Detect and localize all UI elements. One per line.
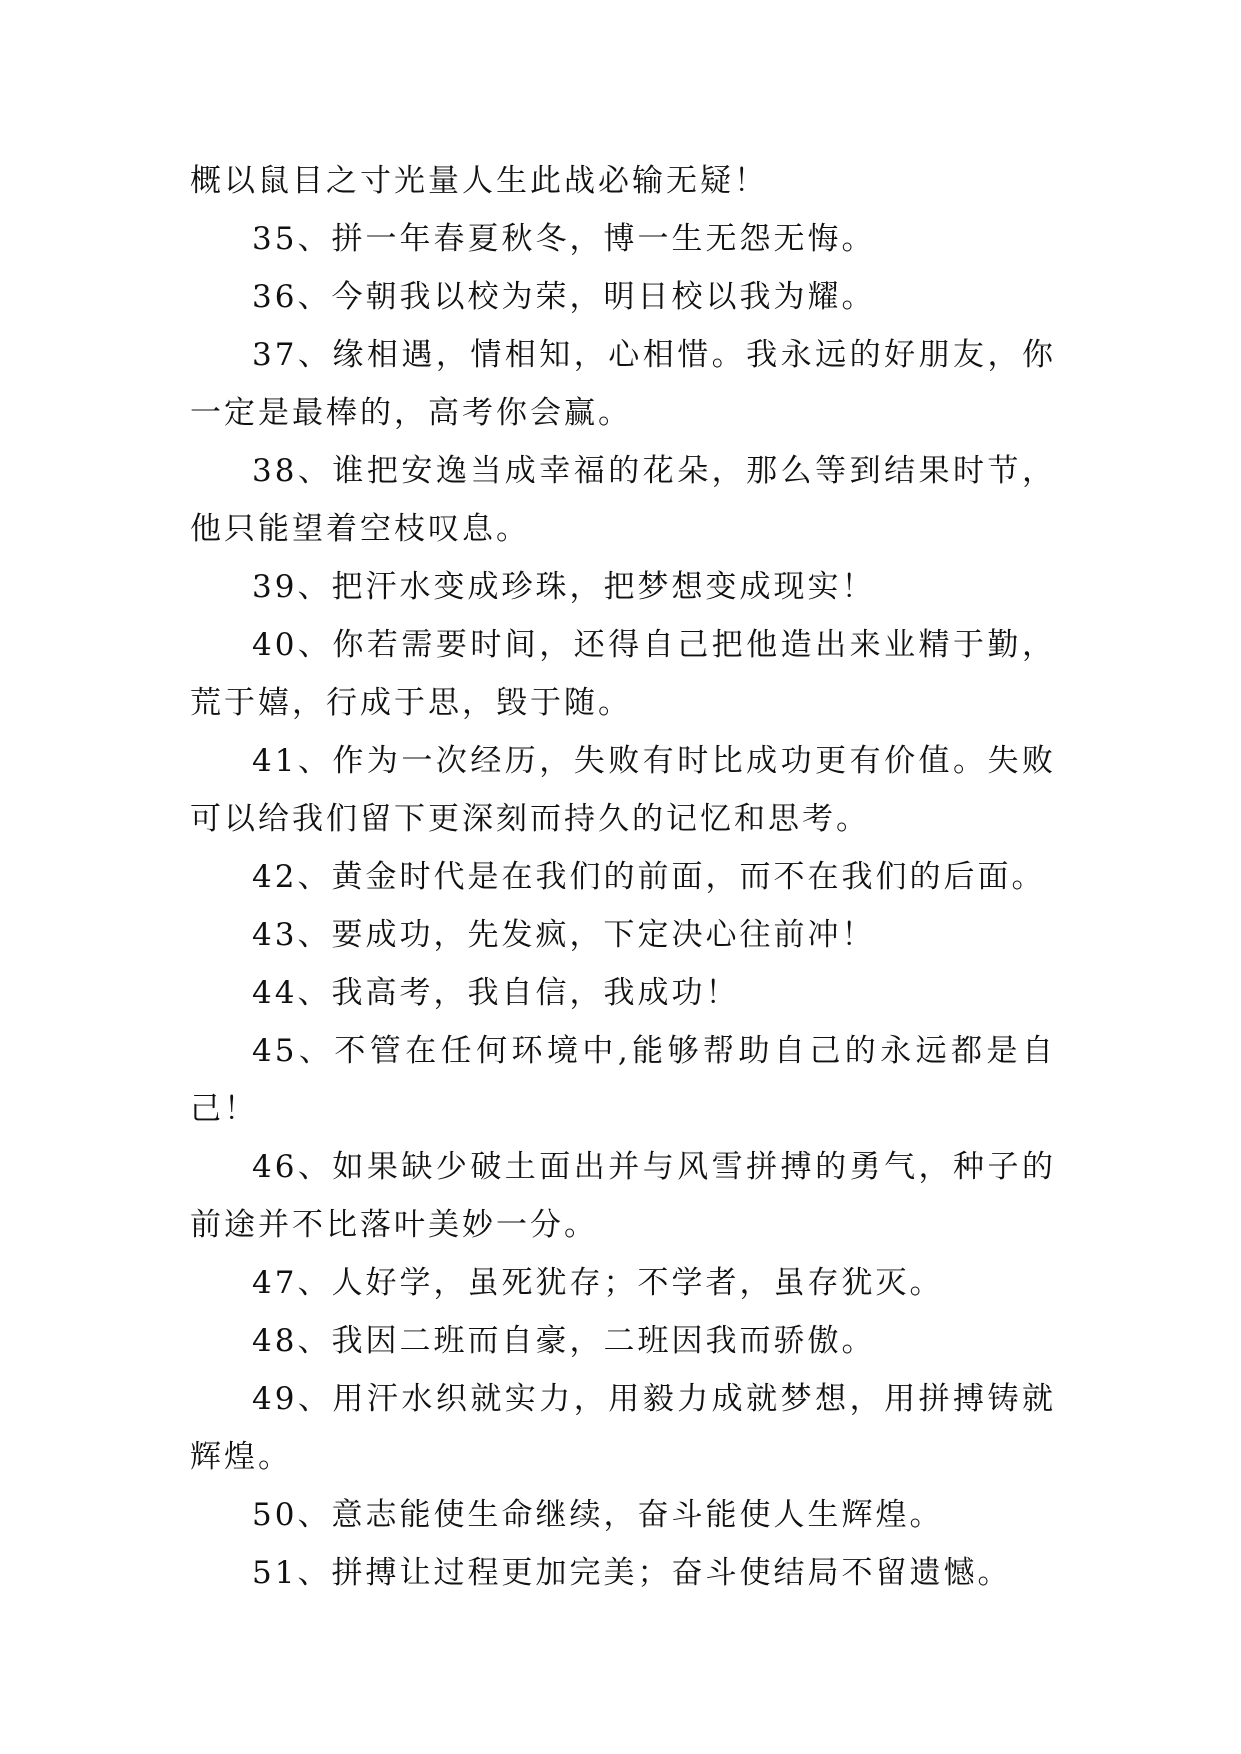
quote-41: 41、作为一次经历，失败有时比成功更有价值。失败可以给我们留下更深刻而持久的记忆和思考。 xyxy=(190,743,1056,837)
quote-40: 40、你若需要时间，还得自己把他造出来业精于勤，荒于嬉，行成于思，毁于随。 xyxy=(190,627,1056,721)
quote-35: 35、拼一年春夏秋冬，博一生无怨无悔。 xyxy=(252,221,876,257)
document-body xyxy=(190,152,1056,1602)
quote-45: 45、不管在任何环境中,能够帮助自己的永远都是自己！ xyxy=(190,1033,1056,1127)
quote-38: 38、谁把安逸当成幸福的花朵，那么等到结果时节，他只能望着空枝叹息。 xyxy=(190,453,1056,547)
quote-49: 49、用汗水织就实力，用毅力成就梦想，用拼搏铸就辉煌。 xyxy=(190,1381,1056,1475)
quote-39: 39、把汗水变成珍珠，把梦想变成现实！ xyxy=(252,569,876,605)
quote-48: 48、我因二班而自豪，二班因我而骄傲。 xyxy=(252,1323,876,1359)
quote-46: 46、如果缺少破土面出并与风雪拼搏的勇气，种子的前途并不比落叶美妙一分。 xyxy=(190,1149,1056,1243)
quote-37: 37、缘相遇，情相知，心相惜。我永远的好朋友，你一定是最棒的，高考你会赢。 xyxy=(190,337,1056,431)
quote-47: 47、人好学，虽死犹存；不学者，虽存犹灭。 xyxy=(252,1265,944,1301)
paragraph-continuation: 概以鼠目之寸光量人生此战必输无疑！ xyxy=(190,163,768,199)
quote-44: 44、我高考，我自信，我成功！ xyxy=(252,975,740,1011)
quote-43: 43、要成功，先发疯，下定决心往前冲！ xyxy=(252,917,876,953)
quote-50: 50、意志能使生命继续，奋斗能使人生辉煌。 xyxy=(252,1497,944,1533)
quote-51: 51、拼搏让过程更加完美；奋斗使结局不留遗憾。 xyxy=(252,1555,1012,1591)
quote-36: 36、今朝我以校为荣，明日校以我为耀。 xyxy=(252,279,876,315)
quote-42: 42、黄金时代是在我们的前面，而不在我们的后面。 xyxy=(252,859,1046,895)
